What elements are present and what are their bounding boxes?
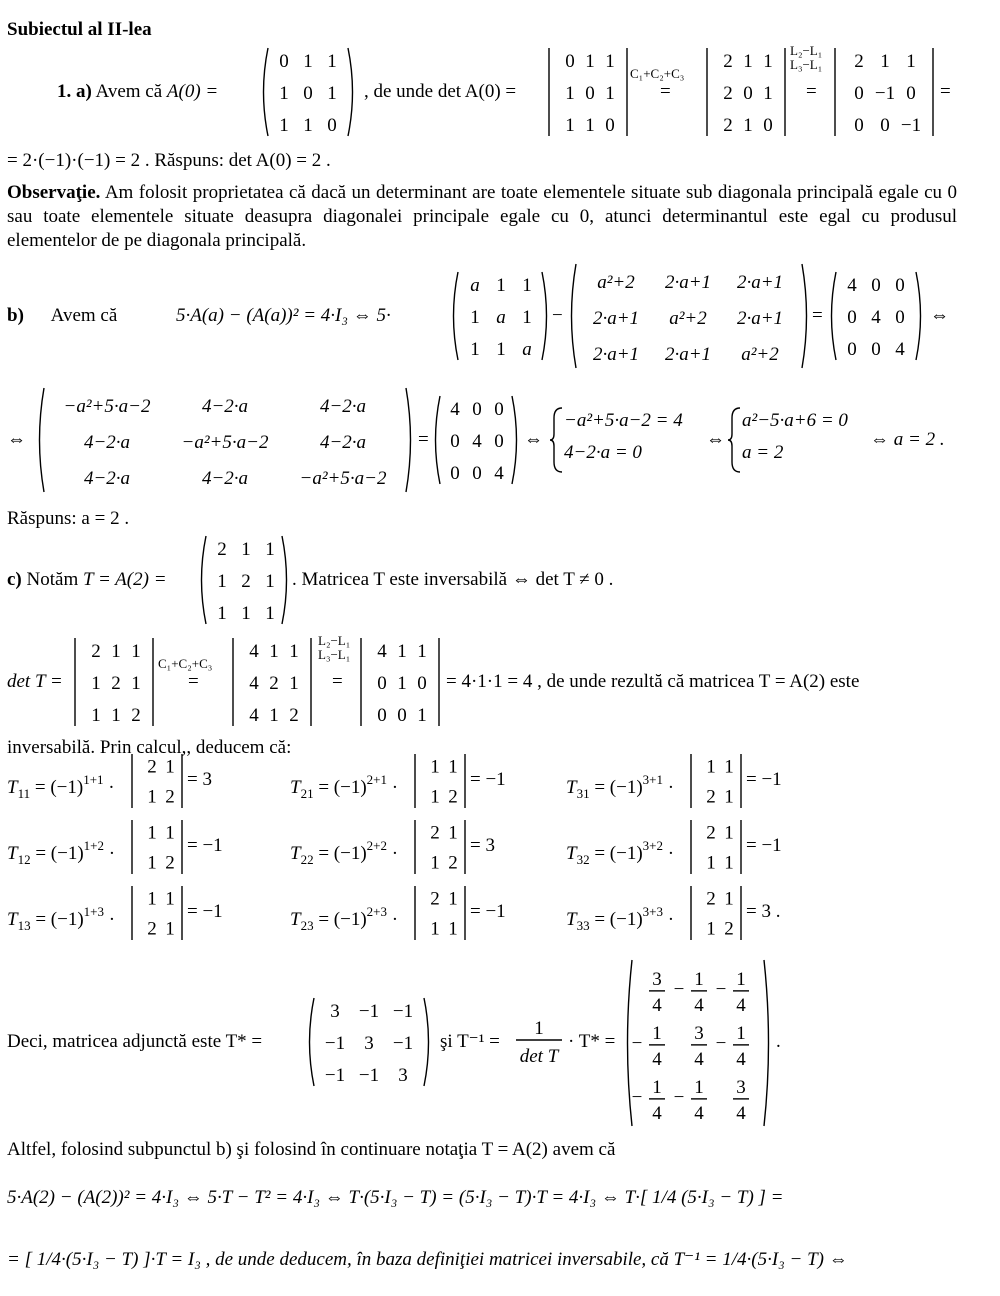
cofactor-formula: $T_{22} = (-1)^{2+2}$ ·	[290, 838, 399, 867]
part-b-conclusion: ⇔ a = 2 .	[870, 429, 945, 450]
det-a0-step2-cell: 0	[854, 115, 864, 137]
part-c-label: c)	[7, 569, 22, 590]
cofactor-value: = −1	[187, 835, 223, 856]
inverse-mid: · T* =	[568, 1031, 616, 1052]
det-a0-step2-cell: 0	[880, 115, 890, 137]
matrix-t-cell: 2	[217, 539, 227, 561]
det-t-step1-cell: 4	[249, 673, 259, 695]
part-c-invertibility: . Matricea T este inversabilă ⇔ det T ≠ 0 .	[292, 569, 614, 590]
matrix-difference-cell: −a²+5·a−2	[181, 431, 269, 453]
minor-cell: 1	[147, 888, 157, 910]
part-b-intro-text: Avem că	[50, 305, 118, 326]
inverse-cell	[632, 1023, 665, 1070]
det-t-step1-cell: 4	[249, 705, 259, 727]
system-1-line: 4−2·a = 0	[564, 442, 642, 463]
det-a0-step1-cell: 1	[743, 51, 753, 73]
matrix-4i3-b-cell: 0	[472, 463, 482, 485]
page-title: Subiectul al II-lea	[7, 19, 152, 40]
determinant-t	[72, 634, 156, 730]
minor-cell: 1	[430, 852, 440, 874]
det-a0-step2-cell: −1	[874, 83, 896, 105]
matrix-4i3-cell: 4	[895, 339, 905, 361]
det-t-cell: 1	[131, 673, 141, 695]
det-t-step1-cell: 1	[289, 641, 299, 663]
svg-text:1: 1	[694, 968, 704, 990]
matrix-difference-cell: 4−2·a	[83, 431, 131, 453]
svg-text:4: 4	[652, 1102, 662, 1124]
matrix-a-of-a-cell: 1	[522, 307, 532, 329]
det-a0-step2-cell: −1	[900, 115, 922, 137]
part-a-joiner: , de unde det A(0) =	[364, 81, 517, 102]
adjugate-matrix	[304, 994, 434, 1090]
matrix-4i3-b-cell: 0	[494, 399, 504, 421]
part-b-intro	[7, 304, 117, 328]
det-t-step1-cell: 1	[269, 641, 279, 663]
det-a0-step2-cell: 1	[880, 51, 890, 73]
det-t-step1-cell: 4	[249, 641, 259, 663]
alternative-line-2: = [ 1/4·(5·I₃ − T) ]·T = I₃ , de unde deducem, în baza definiţiei matricei inversabile, că T⁻¹ = 1/4·(5·I₃ − T) ⇔	[7, 1249, 848, 1270]
svg-text:4: 4	[694, 1048, 704, 1070]
part-c-intro	[7, 568, 167, 592]
matrix-4i3-cell: 0	[895, 275, 905, 297]
cofactor-minor	[129, 750, 185, 812]
inverse-intro: şi T⁻¹ =	[440, 1031, 500, 1052]
det-t-step2-cell: 0	[417, 673, 427, 695]
svg-text:−: −	[673, 978, 685, 1000]
cofactor-value: = −1	[746, 769, 782, 790]
cofactor-minor	[412, 816, 468, 878]
svg-text:4: 4	[736, 1102, 746, 1124]
det-a0-step2-cell: 2	[854, 51, 864, 73]
minor-cell: 1	[448, 756, 458, 778]
minor-cell: 1	[147, 822, 157, 844]
minor-cell: 1	[430, 756, 440, 778]
minor-cell: 1	[147, 786, 157, 808]
minor-cell: 2	[430, 888, 440, 910]
cofactor-value: = −1	[187, 901, 223, 922]
minor-cell: 1	[448, 918, 458, 940]
matrix-difference-cell: 4−2·a	[319, 395, 367, 417]
inverse-cell	[716, 1023, 749, 1070]
equation-system-1	[550, 404, 710, 476]
cofactor-formula: $T_{33} = (-1)^{3+3}$ ·	[566, 904, 675, 933]
det-t-cell: 1	[91, 673, 101, 695]
minor-cell: 1	[448, 822, 458, 844]
cofactor-value: = −1	[746, 835, 782, 856]
matrix-4i3-b-cell: 0	[472, 399, 482, 421]
adjugate-cell: −1	[392, 1033, 414, 1055]
det-t-cell: 1	[111, 641, 121, 663]
svg-text:1: 1	[652, 1022, 662, 1044]
det-a0-cell: 0	[585, 83, 595, 105]
inverse-end: .	[776, 1031, 781, 1052]
minor-cell: 2	[165, 852, 175, 874]
cofactor-minor	[129, 816, 185, 878]
det-t-cell: 2	[91, 641, 101, 663]
det-t-step1-cell: 2	[269, 673, 279, 695]
minor-cell: 1	[147, 852, 157, 874]
svg-text:−: −	[631, 1032, 643, 1054]
column-operation-label-c: C₁+C₂+C₃	[158, 656, 213, 671]
part-b-label: b)	[7, 305, 24, 326]
matrix-4i3	[826, 268, 926, 364]
adjugate-cell: 3	[364, 1033, 374, 1055]
minor-cell: 1	[724, 756, 734, 778]
matrix-4i3-cell: 0	[895, 307, 905, 329]
det-t-cell: 1	[111, 705, 121, 727]
minor-cell: 1	[724, 888, 734, 910]
svg-text:4: 4	[694, 1102, 704, 1124]
det-a0-cell: 0	[565, 51, 575, 73]
matrix-a0-cell: 1	[279, 115, 289, 137]
cofactor-formula: $T_{13} = (-1)^{1+3}$ ·	[7, 904, 116, 933]
cofactor-minor	[129, 882, 185, 944]
cofactor-value: = 3 .	[746, 901, 781, 922]
part-a-intro	[57, 80, 218, 104]
minor-cell: 2	[430, 822, 440, 844]
matrix-difference-cell: 4−2·a	[201, 395, 249, 417]
svg-text:3: 3	[652, 968, 662, 990]
matrix-a-squared-cell: a²+2	[669, 307, 707, 329]
matrix-t	[196, 532, 292, 628]
matrix-4i3-cell: 0	[847, 307, 857, 329]
part-c-continuation: inversabilă. Prin calcul,, deducem că:	[7, 737, 292, 758]
adjugate-cell: −1	[392, 1001, 414, 1023]
cofactor-value: = −1	[470, 769, 506, 790]
matrix-a-squared-cell: 2·a+1	[664, 343, 712, 365]
det-t-step2-cell: 4	[377, 641, 387, 663]
cofactor-formula: $T_{12} = (-1)^{1+2}$ ·	[7, 838, 116, 867]
inverse-cell	[674, 1077, 707, 1124]
minor-cell: 1	[724, 822, 734, 844]
matrix-a0-cell: 1	[327, 51, 337, 73]
det-a0-cell: 1	[585, 51, 595, 73]
det-t-result: = 4·1·1 = 4 , de unde rezultă că matricea T = A(2) este	[446, 671, 860, 692]
matrix-a0-cell: 1	[327, 83, 337, 105]
minor-cell: 2	[706, 822, 716, 844]
cofactor-minor	[412, 882, 468, 944]
fraction-denominator: det T	[519, 1046, 559, 1067]
inverse-cell	[649, 969, 665, 1016]
svg-text:−: −	[715, 978, 727, 1000]
determinant-t-step1	[230, 634, 314, 730]
matrix-a-squared-cell: a²+2	[741, 343, 779, 365]
minor-cell: 1	[165, 888, 175, 910]
svg-text:−: −	[673, 1086, 685, 1108]
part-a-result: = 2·(−1)·(−1) = 2 . Răspuns: det A(0) = 2 .	[7, 150, 331, 171]
minor-cell: 2	[147, 756, 157, 778]
det-a0-step1-cell: 0	[743, 83, 753, 105]
matrix-a-squared-cell: 2·a+1	[736, 271, 784, 293]
adjugate-cell: −1	[324, 1033, 346, 1055]
matrix-4i3-b-cell: 0	[494, 431, 504, 453]
svg-text:4: 4	[736, 1048, 746, 1070]
det-t-step1-cell: 1	[289, 673, 299, 695]
part-b-equation: 5·A(a) − (A(a))² = 4·I₃ ⇔ 5·	[176, 305, 391, 326]
row-operation-label: L₂−L₁ L₃−L₁	[790, 43, 823, 72]
svg-text:3: 3	[736, 1076, 746, 1098]
matrix-a-squared	[566, 260, 812, 372]
column-operation-label: C₁+C₂+C₃	[630, 66, 685, 81]
matrix-difference-cell: 4−2·a	[83, 467, 131, 489]
svg-text:3: 3	[694, 1022, 704, 1044]
matrix-4i3-cell: 4	[847, 275, 857, 297]
matrix-a-of-a-cell: 1	[470, 307, 480, 329]
matrix-difference	[34, 384, 416, 496]
matrix-t-cell: 1	[265, 539, 275, 561]
cofactor-minor	[412, 750, 468, 812]
system-2-line: a²−5·a+6 = 0	[742, 410, 848, 431]
alternative-line-1: 5·A(2) − (A(2))² = 4·I₃ ⇔ 5·T − T² = 4·I₃ ⇔ T·(5·I₃ − T) = (5·I₃ − T)·T = 4·I₃ ⇔ T·[ 1/4 (5·I₃ − T) ] =	[7, 1187, 784, 1208]
adjugate-intro: Deci, matricea adjunctă este T* =	[7, 1031, 263, 1052]
matrix-a-squared-cell: 2·a+1	[736, 307, 784, 329]
observation-label: Observaţie.	[7, 182, 101, 203]
cofactor-formula: $T_{11} = (-1)^{1+1}$ ·	[7, 772, 115, 801]
inverse-cell	[632, 1077, 665, 1124]
matrix-t-cell: 1	[217, 603, 227, 625]
matrix-a-of-a-cell: 1	[522, 275, 532, 297]
part-a-expr: A(0) =	[166, 81, 219, 102]
matrix-a0-cell: 1	[279, 83, 289, 105]
minor-cell: 2	[448, 852, 458, 874]
matrix-4i3-cell: 4	[871, 307, 881, 329]
minor-cell: 2	[448, 786, 458, 808]
part-a-label: 1. a)	[57, 81, 92, 102]
matrix-a0-cell: 0	[279, 51, 289, 73]
inverse-cell	[733, 1077, 749, 1124]
minor-cell: 1	[165, 918, 175, 940]
system-1-line: −a²+5·a−2 = 4	[564, 410, 683, 431]
minor-cell: 1	[724, 786, 734, 808]
matrix-a-of-a-cell: 1	[496, 339, 506, 361]
det-t-step2-cell: 0	[377, 673, 387, 695]
solution-document: Subiectul al II-lea 1. a) Avem că A(0) = 0 1 1 1 0 1 1 1 0 , de unde det A(0) = 0 1 1 1 0 1 1 1 0 C₁+C₂+C₃ = 2 1 1 2 0 1 2 1 0 L₂−L₁ L₃−L₁ = 2 1 1 0 −1 0 0 0 −1 = = 2·(−1)·(−1) = 2 . Răspuns: det A(0) = 2 . Observaţie. Am folosit proprietatea că dacă un determinant are toate elementele situate sub diagonala principală egale cu 0 sau toate elementele situate deasupra diagonalei principale egale cu 0, atunci determinantul este egal cu produsul elementelor de pe diagonala principală. b) Avem că 5·A(a) − (A(a))² = 4·I₃ ⇔ 5· a 1 1 1 a 1 1 1 a − a²+2 2·a+1 2·a+1 2·a+1 a²+2 2·a+1 2·a+1 2·a+1 a²+2 = 4 0 0 0 4 0 0 0 4 ⇔ ⇔ −a²+5·a−2 4−2·a 4−2·a 4−2·a −a²+5·a−2 4−2·a 4−2·a 4−2·a −a²+5·a−2 = 4 0 0 0 4 0 0 0 4 ⇔ −a²+5·a−2 = 4 4−2·a = 0 ⇔ a²−5·a+6 = 0 a = 2 ⇔ a = 2 . Răspuns: a = 2 . c) Notăm T = A(2) = 2 1 1 1 2 1 1 1 1 . Matricea T este inversabilă ⇔ det T ≠ 0 . det T = 2 1 1 1 2 1 1 1 2 C₁+C₂+C₃ = 4 1 1 4 2 1 4 1 2 L₂−L₁ L₃−L₁ = 4 1 1 0 1 0 0 0 1 = 4·1·1 = 4 , de unde rezultă că matricea T = A(2) este inversabilă. Prin calcul,, deducem că: $T_{11} = (-1)^{1+1}$ · 2 1 1 2 = 3 $T_{21} = (-1)^{2+1}$ · 1 1 1 2 = −1 $T_{31} = (-1)^{3+1}$ · 1 1 2 1 = −1 $T_{12} = (-1)^{1+2}$ · 1 1 1 2 = −1 $T_{22} = (-1)^{2+2}$ · 2 1 1 2 = 3 $T_{32} = (-1)^{3+2}$ · 2 1 1 1 = −1 $T_{13} = (-1)^{1+3}$ · 1 1 2 1 = −1 $T_{23} = (-1)^{2+3}$ · 2 1 1 1 = −1 $T_{33} = (-1)^{3+3}$ · 2 1 1 2 = 3 . Deci, matricea adjunctă este T* = 3 −1 −1 −1 3 −1 −1 −1 3 şi T⁻¹ = 1 det T · T* = 3 4 − 1 4 − 1 4 − 1 4 3 4 − 1 4 − 1 4 − 1 4 3 4 . Altfel, folosind subpunctul b) şi folosind în continuare notaţia T = A(2) avem că 5·A(2) − (A(2))² = 4·I₃ ⇔ 5·T − T² = 4·I₃ ⇔ T·(5·I₃ − T) = (5·I₃ − T)·T = 4·I₃ ⇔ T·[ 1/4 (5·I₃ − T) ] = = [ 1/4·(5·I₃ − T) ]·T = I₃ , de unde deducem, în baza definiţiei matricei inversabile, că T⁻¹ = 1/4·(5·I₃ − T) ⇔	[7, 19, 957, 1270]
matrix-difference-cell: −a²+5·a−2	[299, 467, 387, 489]
matrix-t-cell: 1	[265, 571, 275, 593]
det-a0-cell: 0	[605, 115, 615, 137]
det-t-step2-cell: 1	[397, 641, 407, 663]
minor-cell: 1	[430, 918, 440, 940]
svg-text:−: −	[631, 1086, 643, 1108]
matrix-a0-cell: 0	[327, 115, 337, 137]
inverse-fraction	[514, 1016, 564, 1068]
det-t-step2-cell: 0	[377, 705, 387, 727]
det-t-step2-cell: 1	[417, 705, 427, 727]
cofactor-formula: $T_{21} = (-1)^{2+1}$ ·	[290, 772, 399, 801]
matrix-a0-cell: 0	[303, 83, 313, 105]
adjugate-cell: −1	[358, 1065, 380, 1087]
minor-cell: 2	[724, 918, 734, 940]
matrix-a0-cell: 1	[303, 115, 313, 137]
minor-cell: 2	[706, 888, 716, 910]
det-a0-cell: 1	[605, 51, 615, 73]
matrix-t-cell: 1	[241, 603, 251, 625]
svg-text:4: 4	[652, 994, 662, 1016]
det-a0-cell: 1	[565, 115, 575, 137]
svg-text:1: 1	[736, 968, 746, 990]
svg-text:1: 1	[736, 1022, 746, 1044]
row-operation-label-c: L₂−L₁ L₃−L₁	[318, 633, 351, 662]
det-a0-step1-cell: 1	[763, 83, 773, 105]
matrix-a-squared-cell: 2·a+1	[592, 307, 640, 329]
part-a-intro-text: Avem că	[95, 81, 163, 102]
alternative-intro: Altfel, folosind subpunctul b) şi folosind în continuare notaţia T = A(2) avem că	[7, 1139, 616, 1160]
part-b-answer: Răspuns: a = 2 .	[7, 508, 130, 529]
matrix-4i3-b-cell: 4	[450, 399, 460, 421]
minor-cell: 2	[147, 918, 157, 940]
cofactor-minor	[688, 882, 744, 944]
matrix-4i3-cell: 0	[871, 275, 881, 297]
cofactor-formula: $T_{31} = (-1)^{3+1}$ ·	[566, 772, 675, 801]
minor-cell: 1	[724, 852, 734, 874]
cofactor-minor	[688, 816, 744, 878]
svg-text:4: 4	[694, 994, 704, 1016]
det-a0-cell: 1	[605, 83, 615, 105]
matrix-4i3-b-cell: 0	[450, 463, 460, 485]
minor-cell: 1	[430, 786, 440, 808]
equation-system-2	[728, 404, 870, 476]
minor-cell: 1	[706, 756, 716, 778]
det-a0-step2-cell: 0	[906, 83, 916, 105]
svg-text:4: 4	[652, 1048, 662, 1070]
inverse-cell	[691, 1023, 707, 1070]
determinant-a0-step1	[704, 44, 788, 140]
matrix-a-of-a-cell: a	[470, 275, 480, 297]
cofactor-formula: $T_{23} = (-1)^{2+3}$ ·	[290, 904, 399, 933]
part-c-intro-text: Notăm	[26, 569, 79, 590]
matrix-a-squared-cell: a²+2	[597, 271, 635, 293]
matrix-difference-cell: −a²+5·a−2	[63, 395, 151, 417]
det-t-step1-cell: 2	[289, 705, 299, 727]
det-a0-step2-cell: 0	[854, 83, 864, 105]
det-a0-step1-cell: 1	[763, 51, 773, 73]
det-a0-step2-cell: 1	[906, 51, 916, 73]
matrix-4i3-b-cell: 0	[450, 431, 460, 453]
cofactor-value: = 3	[187, 769, 212, 790]
inverse-cell	[674, 969, 707, 1016]
matrix-a-of-a	[448, 268, 552, 364]
det-a0-step1-cell: 2	[723, 115, 733, 137]
minor-cell: 2	[165, 786, 175, 808]
matrix-a-of-a-cell: 1	[470, 339, 480, 361]
matrix-a-of-a-cell: a	[522, 339, 532, 361]
svg-text:1: 1	[652, 1076, 662, 1098]
matrix-4i3-repeat	[430, 392, 522, 488]
det-t-cell: 2	[131, 705, 141, 727]
adjugate-cell: 3	[398, 1065, 408, 1087]
cofactor-formula: $T_{32} = (-1)^{3+2}$ ·	[566, 838, 675, 867]
fraction-numerator: 1	[534, 1018, 544, 1039]
minor-cell: 2	[706, 786, 716, 808]
matrix-a-of-a-cell: 1	[496, 275, 506, 297]
minor-cell: 1	[706, 852, 716, 874]
adjugate-cell: −1	[358, 1001, 380, 1023]
matrix-t-cell: 2	[241, 571, 251, 593]
observation-paragraph	[7, 181, 957, 253]
system-2-line: a = 2	[742, 442, 784, 463]
matrix-difference-cell: 4−2·a	[319, 431, 367, 453]
matrix-a-of-a-cell: a	[496, 307, 506, 329]
matrix-4i3-cell: 0	[847, 339, 857, 361]
determinant-t-step2	[358, 634, 442, 730]
minor-cell: 1	[165, 822, 175, 844]
matrix-t-cell: 1	[265, 603, 275, 625]
det-t-cell: 1	[131, 641, 141, 663]
matrix-4i3-cell: 0	[871, 339, 881, 361]
det-a0-cell: 1	[585, 115, 595, 137]
det-a0-cell: 1	[565, 83, 575, 105]
svg-text:4: 4	[736, 994, 746, 1016]
matrix-difference-cell: 4−2·a	[201, 467, 249, 489]
matrix-a-squared-cell: 2·a+1	[592, 343, 640, 365]
det-a0-step1-cell: 0	[763, 115, 773, 137]
minor-cell: 1	[165, 756, 175, 778]
minor-cell: 1	[448, 888, 458, 910]
part-c-expr: T = A(2) =	[82, 569, 167, 590]
svg-text:1: 1	[694, 1076, 704, 1098]
det-a0-step1-cell: 2	[723, 83, 733, 105]
det-t-cell: 2	[111, 673, 121, 695]
det-t-step2-cell: 1	[417, 641, 427, 663]
svg-text:−: −	[715, 1032, 727, 1054]
det-a0-step1-cell: 2	[723, 51, 733, 73]
determinant-a0	[546, 44, 630, 140]
inverse-cell	[716, 969, 749, 1016]
det-t-step2-cell: 0	[397, 705, 407, 727]
matrix-a-squared-cell: 2·a+1	[664, 271, 712, 293]
det-a0-step1-cell: 1	[743, 115, 753, 137]
matrix-a0-cell: 1	[303, 51, 313, 73]
adjugate-cell: −1	[324, 1065, 346, 1087]
matrix-4i3-b-cell: 4	[472, 431, 482, 453]
adjugate-cell: 3	[330, 1001, 340, 1023]
determinant-a0-step2	[832, 44, 936, 140]
matrix-t-cell: 1	[217, 571, 227, 593]
inverse-matrix	[622, 956, 774, 1130]
cofactor-value: = 3	[470, 835, 495, 856]
det-t-label: det T =	[7, 671, 63, 692]
matrix-a0	[258, 44, 358, 140]
det-t-step2-cell: 1	[397, 673, 407, 695]
matrix-4i3-b-cell: 4	[494, 463, 504, 485]
matrix-t-cell: 1	[241, 539, 251, 561]
minor-cell: 1	[706, 918, 716, 940]
observation-text: Am folosit proprietatea că dacă un determinant are toate elementele situate sub diagonala principală egale cu 0 sau toate elementele situate deasupra diagonalei principale egale cu 0, atunci determinantul este egal cu produsul elementelor de pe diagonala principală.	[7, 182, 957, 251]
cofactor-value: = −1	[470, 901, 506, 922]
cofactor-minor	[688, 750, 744, 812]
det-t-step1-cell: 1	[269, 705, 279, 727]
det-t-cell: 1	[91, 705, 101, 727]
